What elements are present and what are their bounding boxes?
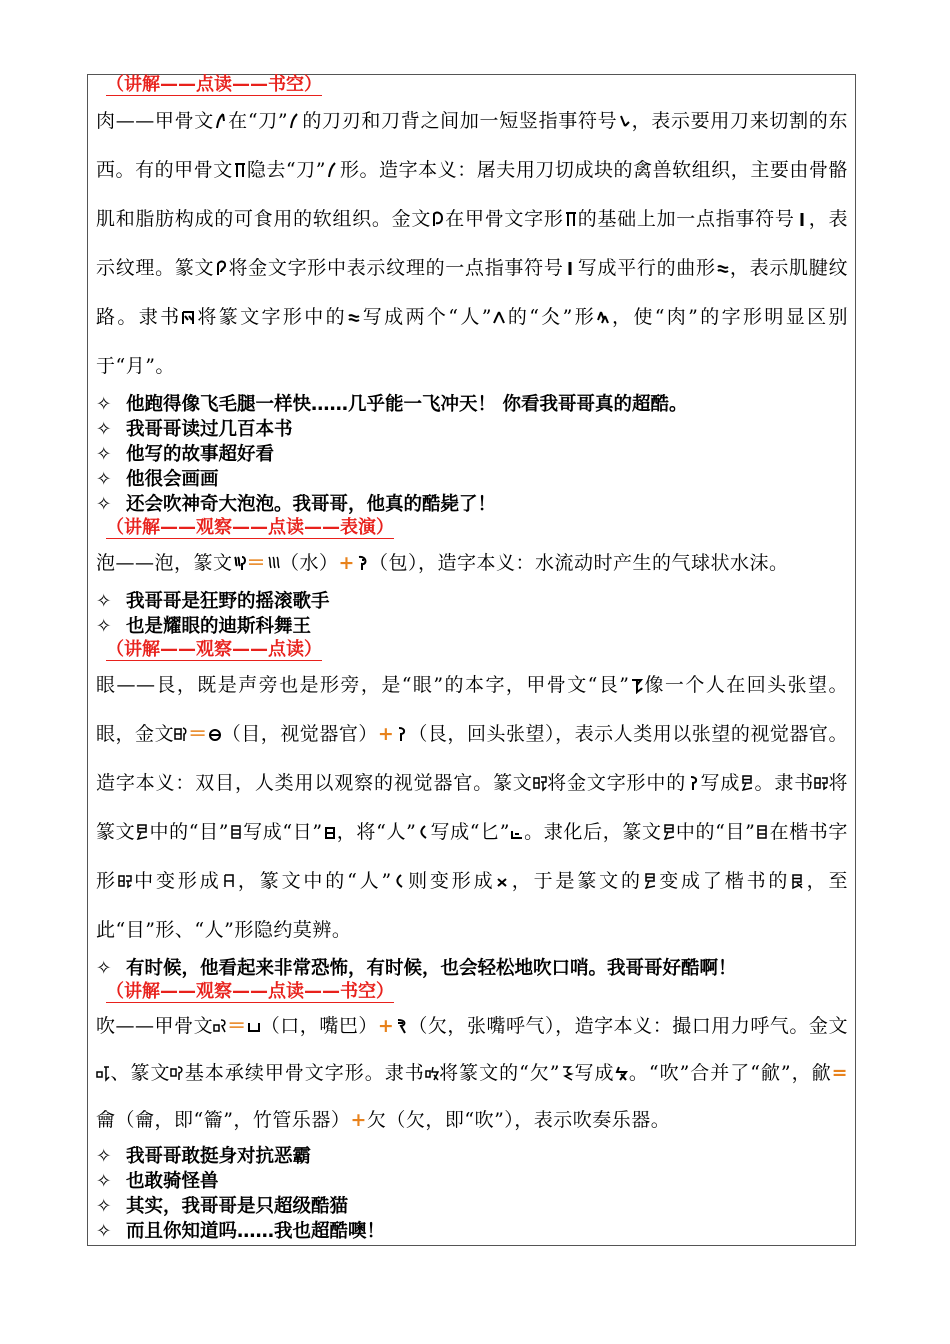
ancient-glyph-icon xyxy=(533,774,547,792)
bullet-star-icon: ✧ xyxy=(96,1221,112,1242)
ancient-glyph-icon xyxy=(617,112,631,130)
section-header-chui: （讲解——观察——点读——书空） xyxy=(106,981,394,1002)
ancient-glyph-icon xyxy=(495,872,509,890)
bullet-star-icon: ✧ xyxy=(96,394,112,415)
list-item: ✧ 也是耀眼的迪斯科舞王 xyxy=(96,616,312,637)
ancient-glyph-icon xyxy=(181,308,195,326)
ancient-glyph-icon xyxy=(170,1064,184,1082)
ancient-glyph-icon xyxy=(326,161,340,179)
list-item: ✧ 有时候，他看起来非常恐怖，有时候，也会轻松地吹口哨。我哥哥好酷啊！ xyxy=(96,958,737,979)
ancient-glyph-icon xyxy=(596,308,610,326)
list-item: ✧ 我哥哥敢挺身对抗恶霸 xyxy=(96,1146,312,1167)
bullet-list-2 xyxy=(96,589,848,639)
ancient-glyph-icon xyxy=(323,823,337,841)
ancient-glyph-icon xyxy=(614,1064,628,1082)
ancient-glyph-icon xyxy=(431,210,445,228)
bullet-list-1 xyxy=(96,392,848,517)
bullet-star-icon: ✧ xyxy=(96,419,112,440)
ancient-glyph-icon xyxy=(425,1064,439,1082)
ancient-glyph-icon xyxy=(233,554,247,572)
document-body xyxy=(96,74,848,1244)
ancient-glyph-icon xyxy=(394,1017,408,1035)
ancient-glyph-icon xyxy=(416,823,430,841)
paragraph-rou: 肉——甲骨文 在“刀” 的刀刃和刀背之间加一短竖指事符号 ，表示要用刀来切割的东西。有的甲骨文 隐去“刀” 形。造字本义：屠夫用刀切成块的禽兽软组织，主要由骨骼肌和脂肪构成的可食用的软组织。金文 在甲骨文字形 的基础上加一点指事符号 ，表示纹理。篆文 将金文字形中表示纹理的一点指事符号 写成平行的曲形 ，表示肌腱纹路。隶书 将篆文字形中的 写成两个“人” 的“仌”形 ，使“肉”的字形明显区别于“月”。 xyxy=(96,110,848,377)
list-item: ✧ 他很会画画 xyxy=(96,469,219,490)
ancient-glyph-icon xyxy=(790,872,804,890)
bullet-star-icon: ✧ xyxy=(96,1146,112,1167)
bullet-star-icon: ✧ xyxy=(96,1171,112,1192)
section-header-yan: （讲解——观察——点读） xyxy=(106,639,322,660)
ancient-glyph-icon xyxy=(214,259,228,277)
ancient-glyph-icon xyxy=(135,823,149,841)
ancient-glyph-icon xyxy=(564,210,578,228)
ancient-glyph-icon xyxy=(643,872,657,890)
ancient-glyph-icon xyxy=(492,308,506,326)
paragraph-chui: 吹——甲骨文 ＝ （口，嘴巴）+ （欠，张嘴呼气），造字本义：撮口用力呼气。金文 、篆文 基本承续甲骨文字形。隶书 将篆文的“欠” 写成 。“吹”合并了“歈”，歈=龠（龠，即“籥”，竹管乐器）+欠（欠，即“吹”），表示吹奏乐器。 xyxy=(96,1015,848,1131)
ancient-glyph-icon xyxy=(564,259,578,277)
ancient-glyph-icon xyxy=(266,554,280,572)
ancient-glyph-icon xyxy=(118,872,132,890)
list-item: ✧ 我哥哥读过几百本书 xyxy=(96,419,293,440)
ancient-glyph-icon xyxy=(208,725,222,743)
bullet-star-icon: ✧ xyxy=(96,494,112,515)
bullet-star-icon: ✧ xyxy=(96,469,112,490)
ancient-glyph-icon xyxy=(214,112,228,130)
bullet-star-icon: ✧ xyxy=(96,616,112,637)
ancient-glyph-icon xyxy=(755,823,769,841)
section-header-pao: （讲解——观察——点读——表演） xyxy=(106,517,394,538)
bullet-star-icon: ✧ xyxy=(96,958,112,979)
ancient-glyph-icon xyxy=(394,725,408,743)
list-item: ✧ 还会吹神奇大泡泡。我哥哥，他真的酷毙了！ xyxy=(96,494,497,515)
ancient-glyph-icon xyxy=(355,554,369,572)
ancient-glyph-icon xyxy=(814,774,828,792)
list-item: ✧ 他写的故事超好看 xyxy=(96,444,275,465)
ancient-glyph-icon xyxy=(740,774,754,792)
paragraph-yan: 眼——艮，既是声旁也是形旁，是“眼”的本字，甲骨文“艮” 像一个人在回头张望。眼，金文 ＝ （目，视觉器官）+ （艮，回头张望），表示人类用以张望的视觉器官。造字本义：双目，人类用以观察的视觉器官。篆文 将金文字形中的 写成 。隶书 将篆文 中的“目” 写成“日” ，将“人” 写成“匕” 。隶化后，篆文 中的“目” 在楷书字形 中变形成 ，篆文中的“人” 则变形成 ，于是篆文的 变成了楷书的 ，至此“目”形、“人”形隐约莫辨。 xyxy=(96,674,848,941)
ancient-glyph-icon xyxy=(229,823,243,841)
list-item: ✧ 也敢骑怪兽 xyxy=(96,1171,219,1192)
section-header-rou: （讲解——点读——书空） xyxy=(106,74,322,95)
ancient-glyph-icon xyxy=(347,308,361,326)
ancient-glyph-icon xyxy=(686,774,700,792)
ancient-glyph-icon xyxy=(630,676,644,694)
ancient-glyph-icon xyxy=(662,823,676,841)
bullet-star-icon: ✧ xyxy=(96,591,112,612)
list-item: ✧ 而且你知道吗……我也超酷噢！ xyxy=(96,1221,386,1242)
bullet-star-icon: ✧ xyxy=(96,444,112,465)
ancient-glyph-icon xyxy=(392,872,406,890)
ancient-glyph-icon xyxy=(213,1017,227,1035)
list-item: ✧ 我哥哥是狂野的摇滚歌手 xyxy=(96,591,330,612)
ancient-glyph-icon xyxy=(247,1017,261,1035)
list-item: ✧ 其实，我哥哥是只超级酷猫 xyxy=(96,1196,349,1217)
list-item: ✧ 他跑得像飞毛腿一样快……几乎能一飞冲天！ 你看我哥哥真的超酷。 xyxy=(96,394,688,415)
ancient-glyph-icon xyxy=(510,823,524,841)
ancient-glyph-icon xyxy=(288,112,302,130)
ancient-glyph-icon xyxy=(560,1064,574,1082)
ancient-glyph-icon xyxy=(174,725,188,743)
ancient-glyph-icon xyxy=(222,872,236,890)
ancient-glyph-icon xyxy=(795,210,809,228)
ancient-glyph-icon xyxy=(96,1064,110,1082)
paragraph-pao: 泡——泡，篆文 ＝ （水）+ （包），造字本义：水流动时产生的气球状水沫。 xyxy=(96,552,789,574)
ancient-glyph-icon xyxy=(233,161,247,179)
ancient-glyph-icon xyxy=(716,259,730,277)
bullet-star-icon: ✧ xyxy=(96,1196,112,1217)
bullet-list-4 xyxy=(96,1144,848,1244)
bullet-list-3 xyxy=(96,956,848,981)
